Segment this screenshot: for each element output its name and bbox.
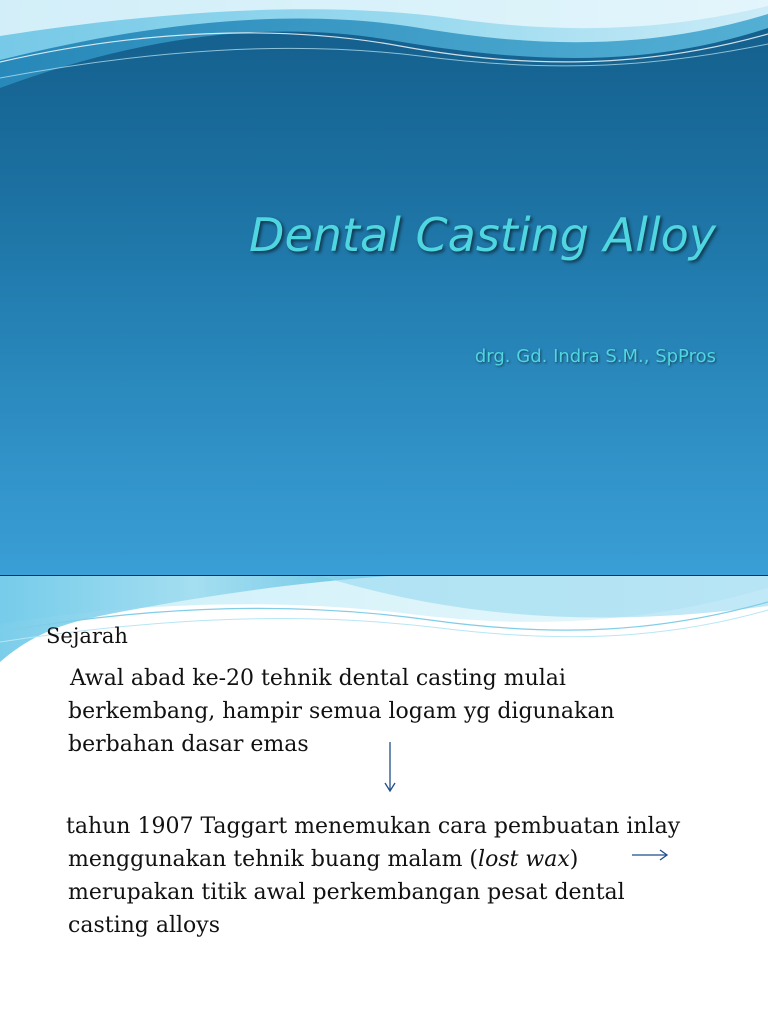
section-heading: Sejarah — [46, 624, 128, 648]
arrow-right-icon — [632, 848, 670, 862]
paragraph-line: casting alloys — [68, 913, 221, 938]
slide-subtitle: drg. Gd. Indra S.M., SpPros — [474, 346, 716, 367]
italic-term: lost wax — [478, 847, 570, 872]
paragraph-line: berbahan dasar emas — [68, 732, 309, 757]
paragraph-line: berkembang, hampir semua logam yg digunakan — [68, 699, 615, 724]
text-segment: menggunakan tehnik buang malam ( — [68, 847, 479, 872]
content-slide — [0, 576, 768, 1024]
wave-decoration-top — [0, 0, 768, 100]
slide-title: Dental Casting Alloy — [249, 208, 716, 262]
paragraph-line: tahun 1907 Taggart menemukan cara pembuatan inlay — [66, 814, 681, 839]
paragraph-line: merupakan titik awal perkembangan pesat dental — [68, 880, 625, 905]
text-segment: ) — [569, 847, 579, 872]
wave-decoration-top — [0, 576, 768, 666]
paragraph-history-2 — [68, 810, 748, 942]
paragraph-history-1 — [68, 662, 748, 761]
arrow-down-icon — [380, 742, 400, 794]
paragraph-line: Awal abad ke-20 tehnik dental casting mulai — [70, 666, 566, 691]
